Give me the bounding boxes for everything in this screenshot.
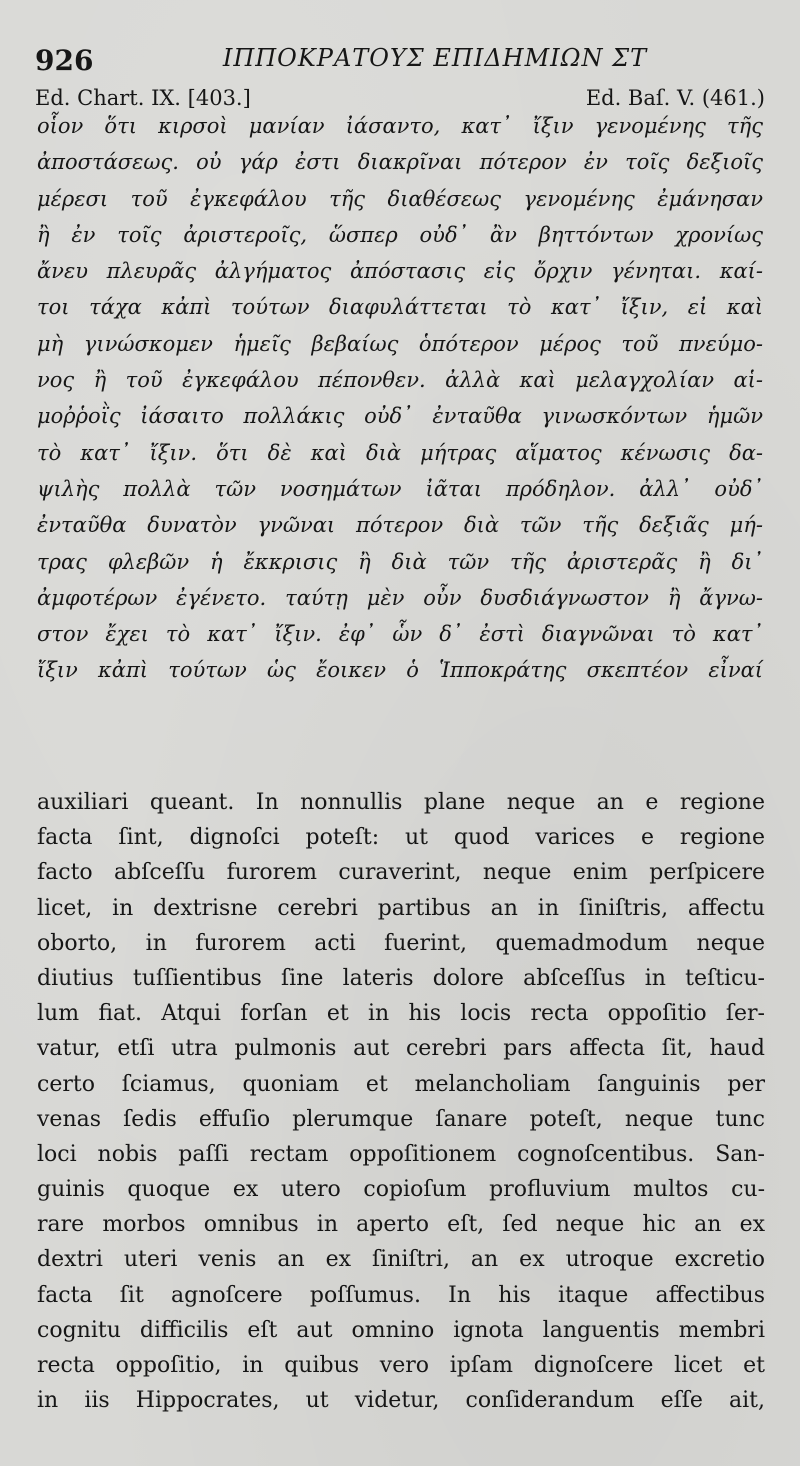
greek-line: μοῤῥοῒς ἰάσαιτο πολλάκις οὐδ᾽ ἐνταῦθα γινωσκόντων ἡμῶν — [37, 404, 763, 429]
latin-line: dextri uteri venis an ex ſiniſtri, an ex utroque excretio — [37, 1247, 765, 1273]
latin-line: certo ſciamus, quoniam et melancholiam ſanguinis per — [37, 1071, 765, 1097]
latin-line: lum fiat. Atqui forſan et in his locis recta oppoſitio ſer- — [37, 1001, 765, 1027]
greek-line: ἴξιν κἀπὶ τούτων ὡς ἔοικεν ὁ Ἱπποκράτης σκεπτέον εἶναί — [37, 658, 763, 683]
latin-line: facta ſit agnoſcere poſſumus. In his itaque affectibus — [37, 1282, 765, 1308]
greek-line: τοι τάχα κἀπὶ τούτων διαφυλάττεται τὸ κατ᾽ ἴξιν, εἰ καὶ — [37, 295, 763, 320]
latin-line: facta ſint, dignoſci poteſt: ut quod varices e regione — [37, 825, 765, 851]
latin-line: facto abſceſſu furorem curaverint, neque enim perſpicere — [37, 860, 765, 886]
latin-line: rare morbos omnibus in aperto eſt, ſed neque hic an ex — [37, 1212, 765, 1238]
greek-line: στον ἔχει τὸ κατ᾽ ἴξιν. ἐφ᾽ ὧν δ᾽ ἐστὶ διαγνῶναι τὸ κατ᾽ — [37, 622, 763, 647]
latin-line: oborto, in furorem acti fuerint, quemadmodum neque — [37, 930, 765, 956]
greek-line: ψιλὴς πολλὰ τῶν νοσημάτων ἰᾶται πρόδηλον. ἀλλ᾽ οὐδ᾽ — [37, 476, 763, 501]
latin-line: guinis quoque ex utero copioſum profluvium multos cu- — [37, 1177, 765, 1203]
latin-line: vatur, etſi utra pulmonis aut cerebri pars affecta ſit, haud — [37, 1036, 765, 1062]
edition-reference-right: Ed. Baſ. V. (461.) — [585, 86, 765, 110]
greek-line: νος ἢ τοῦ ἐγκεφάλου πέπονθεν. ἀλλὰ καὶ μελαγχολίαν αἱ- — [37, 368, 763, 393]
greek-line: ἄνευ πλευρᾶς ἀλγήματος ἀπόστασις εἰς ὄρχιν γένηται. καί- — [37, 259, 763, 284]
page-header — [35, 42, 765, 82]
page-number: 926 — [35, 44, 94, 77]
edition-reference-left: Ed. Chart. IX. [403.] — [35, 86, 251, 110]
latin-text-block — [37, 785, 765, 1418]
latin-line: venas ſedis effuſio plerumque ſanare poteſt, neque tunc — [37, 1106, 765, 1132]
latin-line: cognitu difficilis eſt aut omnino ignota languentis membri — [37, 1317, 765, 1343]
greek-text-block — [37, 108, 763, 689]
latin-line: in iis Hippocrates, ut videtur, conſiderandum eſſe ait, — [37, 1388, 765, 1414]
latin-line: loci nobis paſſi rectam oppoſitionem cognoſcentibus. San- — [37, 1141, 765, 1167]
greek-line: ἀμφοτέρων ἐγένετο. ταύτῃ μὲν οὖν δυσδιάγνωστον ἢ ἄγνω- — [37, 585, 763, 610]
greek-line: μέρεσι τοῦ ἐγκεφάλου τῆς διαθέσεως γενομένης ἐμάνησαν — [37, 186, 763, 211]
greek-line: ἐνταῦθα δυνατὸν γνῶναι πότερον διὰ τῶν τῆς δεξιᾶς μή- — [37, 513, 763, 538]
latin-line: diutius tuſſientibus ſine lateris dolore abſceſſus in teſticu- — [37, 965, 765, 991]
greek-line: οἷον ὅτι κιρσοὶ μανίαν ἰάσαντο, κατ᾽ ἴξιν γενομένης τῆς — [37, 114, 763, 138]
greek-line: ἀποστάσεως. οὐ γάρ ἐστι διακρῖναι πότερον ἐν τοῖς δεξιοῖς — [37, 150, 763, 175]
greek-line: τρας φλεβῶν ἡ ἔκκρισις ἢ διὰ τῶν τῆς ἀριστερᾶς ἢ δι᾽ — [37, 549, 763, 574]
running-title: ΙΠΠΟΚΡΑΤΟΥΣ ΕΠΙΔΗΜΙΩΝ ΣΤ — [222, 44, 648, 72]
latin-line: licet, in dextrisne cerebri partibus an in ſiniſtris, affectu — [37, 895, 765, 921]
greek-line: ἢ ἐν τοῖς ἀριστεροῖς, ὥσπερ οὐδ᾽ ἂν βηττόντων χρονίως — [37, 222, 763, 247]
latin-line: auxiliari queant. In nonnullis plane neque an e regione — [37, 790, 765, 815]
greek-line: τὸ κατ᾽ ἴξιν. ὅτι δὲ καὶ διὰ μήτρας αἵματος κένωσις δα- — [37, 440, 763, 465]
greek-line: μὴ γινώσκομεν ἡμεῖς βεβαίως ὁπότερον μέρος τοῦ πνεύμο- — [37, 331, 763, 356]
latin-line: recta oppoſitio, in quibus vero ipſam dignoſcere licet et — [37, 1353, 765, 1378]
